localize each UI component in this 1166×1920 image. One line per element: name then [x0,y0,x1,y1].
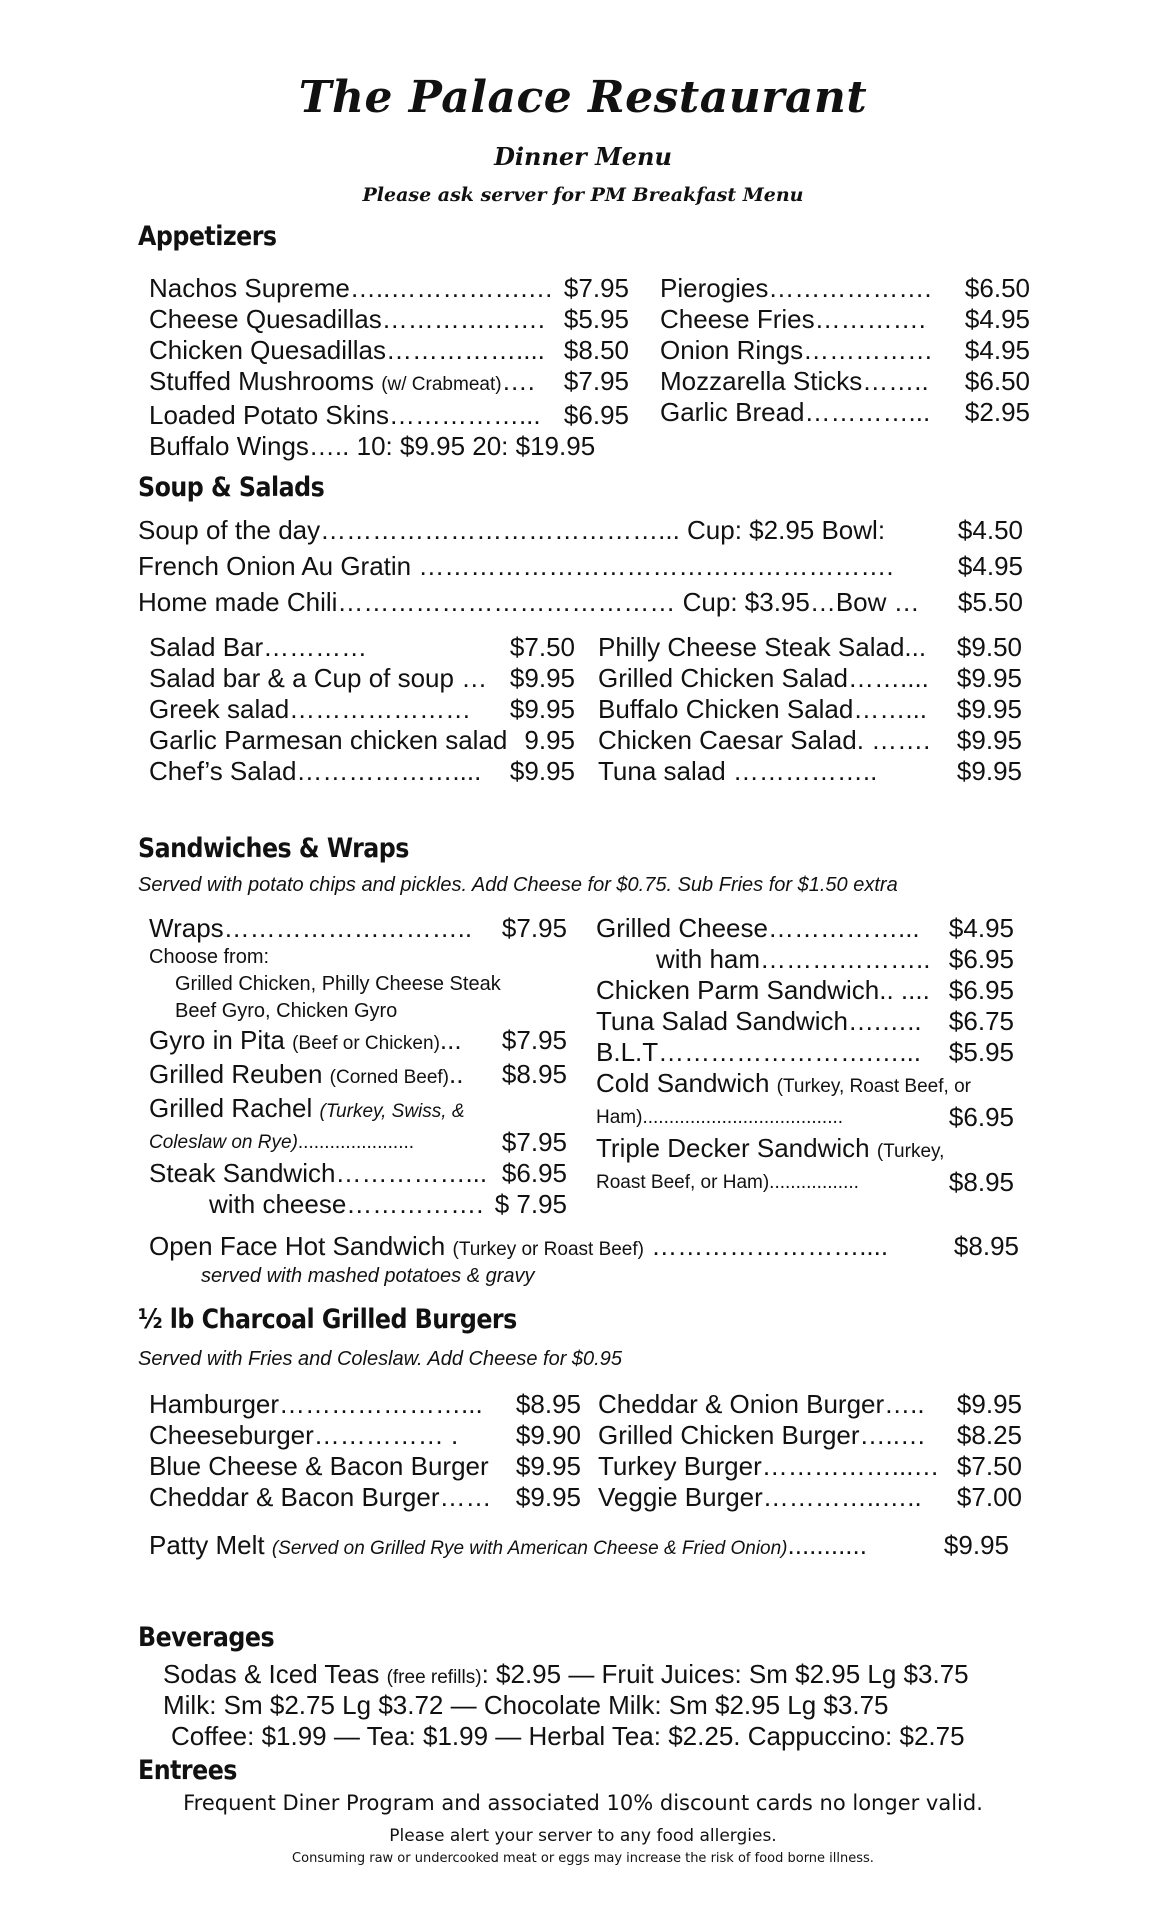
item-price: $7.95 [563,366,629,396]
appetizers-left-column [149,273,629,462]
item-price: $9.95 [509,694,575,724]
item-price: $ 7.95 [494,1189,567,1219]
item-price: $6.95 [563,400,629,430]
menu-item [149,366,629,400]
item-price: $9.95 [956,663,1022,693]
menu-item [138,584,1023,620]
menu-item [149,756,575,787]
menu-item [596,944,1014,975]
item-name: B.L.T…………………….…... [596,1037,922,1067]
wraps-option-line: Beef Gyro, Chicken Gyro [175,1000,398,1022]
item-name: Grilled Chicken Salad…….... [598,663,929,693]
item-name: Cheese Quesadillas………………. [149,304,545,334]
item-detail: Roast Beef, or Ham) [596,1172,770,1193]
item-price: $9.95 [956,756,1022,786]
menu-item [598,632,1022,663]
menu-item [149,694,575,725]
item-detail: (Turkey or Roast Beef) [452,1239,644,1260]
item-name: Grilled Rachel [149,1093,313,1123]
item-leader: ........... [787,1530,867,1560]
item-name: Soup of the day…………………………………... Cup: $2.95 Bowl: [138,515,886,545]
menu-item [149,1530,1009,1564]
menu-item [598,663,1022,694]
item-price: $4.95 [964,304,1030,334]
item-price: $7.95 [501,1025,567,1055]
item-name: French Onion Au Gratin ………………………………………………. [138,551,894,581]
item-price: $5.50 [957,587,1023,617]
menu-item [149,725,575,756]
menu-item [149,1158,567,1189]
item-name: Wraps……………………….. [149,913,473,943]
item-name: Grilled Cheese……………... [596,913,920,943]
appetizers-right-column [660,273,1030,428]
item-price: $7.95 [501,1127,567,1157]
menu-item [596,1068,1014,1102]
menu-item [596,1037,1014,1068]
menu-item [138,548,1023,584]
item-price: $8.95 [948,1167,1014,1197]
menu-item [149,1025,567,1059]
item-price: $8.50 [563,335,629,365]
food-safety-notice: Consuming raw or undercooked meat or eggs may increase the risk of food borne illness. [292,1851,874,1866]
menu-item [598,725,1022,756]
menu-item [660,366,1030,397]
item-price: $7.00 [956,1482,1022,1512]
item-price: $4.50 [957,515,1023,545]
menu-item [149,913,567,944]
burgers-right-column [598,1389,1022,1513]
menu-item [149,431,629,462]
soups-list [138,512,1023,620]
menu-item [598,1420,1022,1451]
item-name: Grilled Reuben [149,1059,323,1089]
item-price: $7.95 [501,913,567,943]
beverage-text: Sodas & Iced Teas [163,1659,380,1689]
item-name: Onion Rings…………… [660,335,934,365]
item-name: Cheeseburger…………… . [149,1420,459,1450]
item-detail: (Corned Beef) [329,1067,450,1088]
item-name: Turkey Burger……………...… [598,1451,940,1481]
item-name: Cheddar & Onion Burger….. [598,1389,925,1419]
item-name: Loaded Potato Skins……………... [149,400,541,430]
wraps-choose-label: Choose from: [149,946,270,968]
menu-item [149,663,575,694]
menu-item [598,756,1022,787]
sandwiches-left-column [149,913,567,1220]
item-leader: ...................... [297,1132,415,1153]
item-price: $6.50 [964,273,1030,303]
item-name: Salad Bar………… [149,632,368,662]
item-name: Veggie Burger…………..….. [598,1482,922,1512]
menu-item [149,1389,581,1420]
menu-item [149,304,629,335]
menu-item [598,1389,1022,1420]
item-leader: ................. [769,1172,859,1193]
menu-item [149,1127,567,1158]
item-price: $7.95 [563,273,629,303]
beverages-line: Coffee: $1.99 — Tea: $1.99 — Herbal Tea: $2.25. Cappuccino: $2.75 [171,1721,965,1751]
item-name: Hamburger…………………... [149,1389,483,1419]
item-price: $6.75 [948,1006,1014,1036]
item-name: Triple Decker Sandwich [596,1133,870,1163]
menu-item [149,1093,567,1127]
item-price: $2.95 [964,397,1030,427]
item-name: Garlic Bread…………... [660,397,931,427]
beverages-line [163,1659,969,1690]
item-price: $7.50 [509,632,575,662]
menu-item [149,1420,581,1451]
item-name: Pierogies………………. [660,273,932,303]
item-name: Nachos Supreme…..…………….… [149,273,554,303]
item-price: $5.95 [948,1037,1014,1067]
item-name: Stuffed Mushrooms [149,366,374,396]
item-detail: (Turkey, Swiss, & [319,1101,465,1122]
menu-item [596,1167,1014,1198]
menu-item [596,1133,1014,1167]
item-price: $4.95 [964,335,1030,365]
item-price: $6.95 [948,975,1014,1005]
item-name: Garlic Parmesan chicken salad [149,725,508,755]
salads-left-column [149,632,575,787]
item-price: $4.95 [948,913,1014,943]
menu-item [660,304,1030,335]
item-name: Tuna salad …………….. [598,756,878,786]
item-name: Gyro in Pita [149,1025,285,1055]
menu-item [138,512,1023,548]
item-name: Chicken Parm Sandwich.. .... [596,975,930,1005]
item-detail: (Served on Grilled Rye with American Cheese & Fried Onion) [271,1538,788,1559]
beverages-heading: Beverages [138,1622,275,1653]
menu-item [149,632,575,663]
item-name: Blue Cheese & Bacon Burger [149,1451,489,1481]
item-price: $9.95 [515,1451,581,1481]
salads-right-column [598,632,1022,787]
item-price: $8.95 [501,1059,567,1089]
beverage-text: : $2.95 — Fruit Juices: Sm $2.95 Lg $3.75 [481,1659,969,1689]
menu-item [660,335,1030,366]
item-name: Chicken Quesadillas…………….... [149,335,545,365]
sandwiches-right-column [596,913,1014,1198]
allergy-notice: Please alert your server to any food allergies. [389,1826,777,1846]
menu-item [149,1059,567,1093]
item-detail: Ham) [596,1107,643,1128]
item-price: $8.95 [953,1231,1019,1261]
menu-item [596,975,1014,1006]
item-price: $6.95 [948,944,1014,974]
item-name: Salad bar & a Cup of soup … [149,663,488,693]
open-face-note: served with mashed potatoes & gravy [201,1265,535,1287]
sandwiches-note: Served with potato chips and pickles. Add Cheese for $0.75. Sub Fries for $1.50 extra [138,874,898,896]
item-price: $9.90 [515,1420,581,1450]
menu-subtitle: Dinner Menu [494,142,672,171]
burgers-note: Served with Fries and Coleslaw. Add Cheese for $0.95 [138,1348,622,1370]
beverage-detail: (free refills) [386,1667,482,1688]
item-name: Greek salad………………… [149,694,472,724]
item-name: with ham……………….. [656,944,931,974]
item-price: $6.50 [964,366,1030,396]
item-name: Cheddar & Bacon Burger…… [149,1482,492,1512]
sandwiches-heading: Sandwiches & Wraps [138,833,409,864]
item-detail: (Turkey, [876,1141,945,1162]
burgers-left-column [149,1389,581,1513]
menu-item [149,1451,581,1482]
item-price: $9.95 [509,663,575,693]
item-price: $6.95 [948,1102,1014,1132]
menu-item [596,1102,1014,1133]
appetizers-heading: Appetizers [138,221,277,252]
menu-item [149,1231,1019,1265]
item-name: Cold Sandwich [596,1068,770,1098]
menu-item [598,1451,1022,1482]
menu-item [149,335,629,366]
menu-item [598,1482,1022,1513]
item-price: $9.95 [943,1530,1009,1560]
item-name: Steak Sandwich……………... [149,1158,488,1188]
item-leader: .. [449,1059,464,1089]
menu-item [149,1482,581,1513]
open-face-row [149,1231,1019,1265]
item-name: Open Face Hot Sandwich [149,1231,446,1261]
item-name: Buffalo Chicken Salad……... [598,694,928,724]
item-price: $9.50 [956,632,1022,662]
item-name: Buffalo Wings….. 10: $9.95 20: $19.95 [149,431,596,461]
item-leader: …………………….... [643,1231,889,1261]
item-name: Grilled Chicken Burger…..… [598,1420,926,1450]
item-name: Philly Cheese Steak Salad... [598,632,927,662]
item-detail: (Turkey, Roast Beef, or [776,1076,971,1097]
menu-item [149,1189,567,1220]
menu-item [660,397,1030,428]
item-leader: …. [501,366,535,396]
item-price: $9.95 [515,1482,581,1512]
item-detail: Coleslaw on Rye) [149,1132,298,1153]
item-price: $9.95 [956,694,1022,724]
discount-notice: Frequent Diner Program and associated 10% discount cards no longer valid. [183,1791,983,1815]
patty-melt-row [149,1530,1009,1564]
breakfast-note: Please ask server for PM Breakfast Menu [362,184,804,206]
menu-item [598,694,1022,725]
item-leader: ...................................... [642,1107,844,1128]
menu-item [596,1006,1014,1037]
restaurant-title: The Palace Restaurant [298,72,868,123]
menu-item [149,400,629,431]
menu-item [596,913,1014,944]
item-name: Chef’s Salad……………….... [149,756,482,786]
burgers-heading: ½ lb Charcoal Grilled Burgers [138,1304,517,1335]
item-name: Chicken Caesar Salad. ……. [598,725,931,755]
item-price: $6.95 [501,1158,567,1188]
entrees-heading: Entrees [138,1755,237,1786]
item-price: $9.95 [509,756,575,786]
item-name: Mozzarella Sticks…….. [660,366,929,396]
item-name: with cheese……………. [209,1189,484,1219]
item-name: Home made Chili………………………………… Cup: $3.95…Bow … [138,587,920,617]
item-leader: ... [439,1025,462,1055]
item-price: $7.50 [956,1451,1022,1481]
item-name: Tuna Salad Sandwich….….. [596,1006,922,1036]
item-price: $9.95 [956,725,1022,755]
item-price: $8.25 [956,1420,1022,1450]
item-name: Cheese Fries…………. [660,304,926,334]
wraps-option-line: Grilled Chicken, Philly Cheese Steak [175,973,501,995]
item-price: $8.95 [515,1389,581,1419]
item-price: $9.95 [956,1389,1022,1419]
menu-item [149,273,629,304]
item-price: $4.95 [957,551,1023,581]
item-name: Patty Melt [149,1530,265,1560]
soups-heading: Soup & Salads [138,472,325,503]
item-price: 9.95 [524,725,575,755]
item-price: $5.95 [563,304,629,334]
item-detail: (w/ Crabmeat) [381,374,502,395]
beverages-line: Milk: Sm $2.75 Lg $3.72 — Chocolate Milk: Sm $2.95 Lg $3.75 [163,1690,889,1720]
item-detail: (Beef or Chicken) [292,1033,440,1054]
menu-item [660,273,1030,304]
